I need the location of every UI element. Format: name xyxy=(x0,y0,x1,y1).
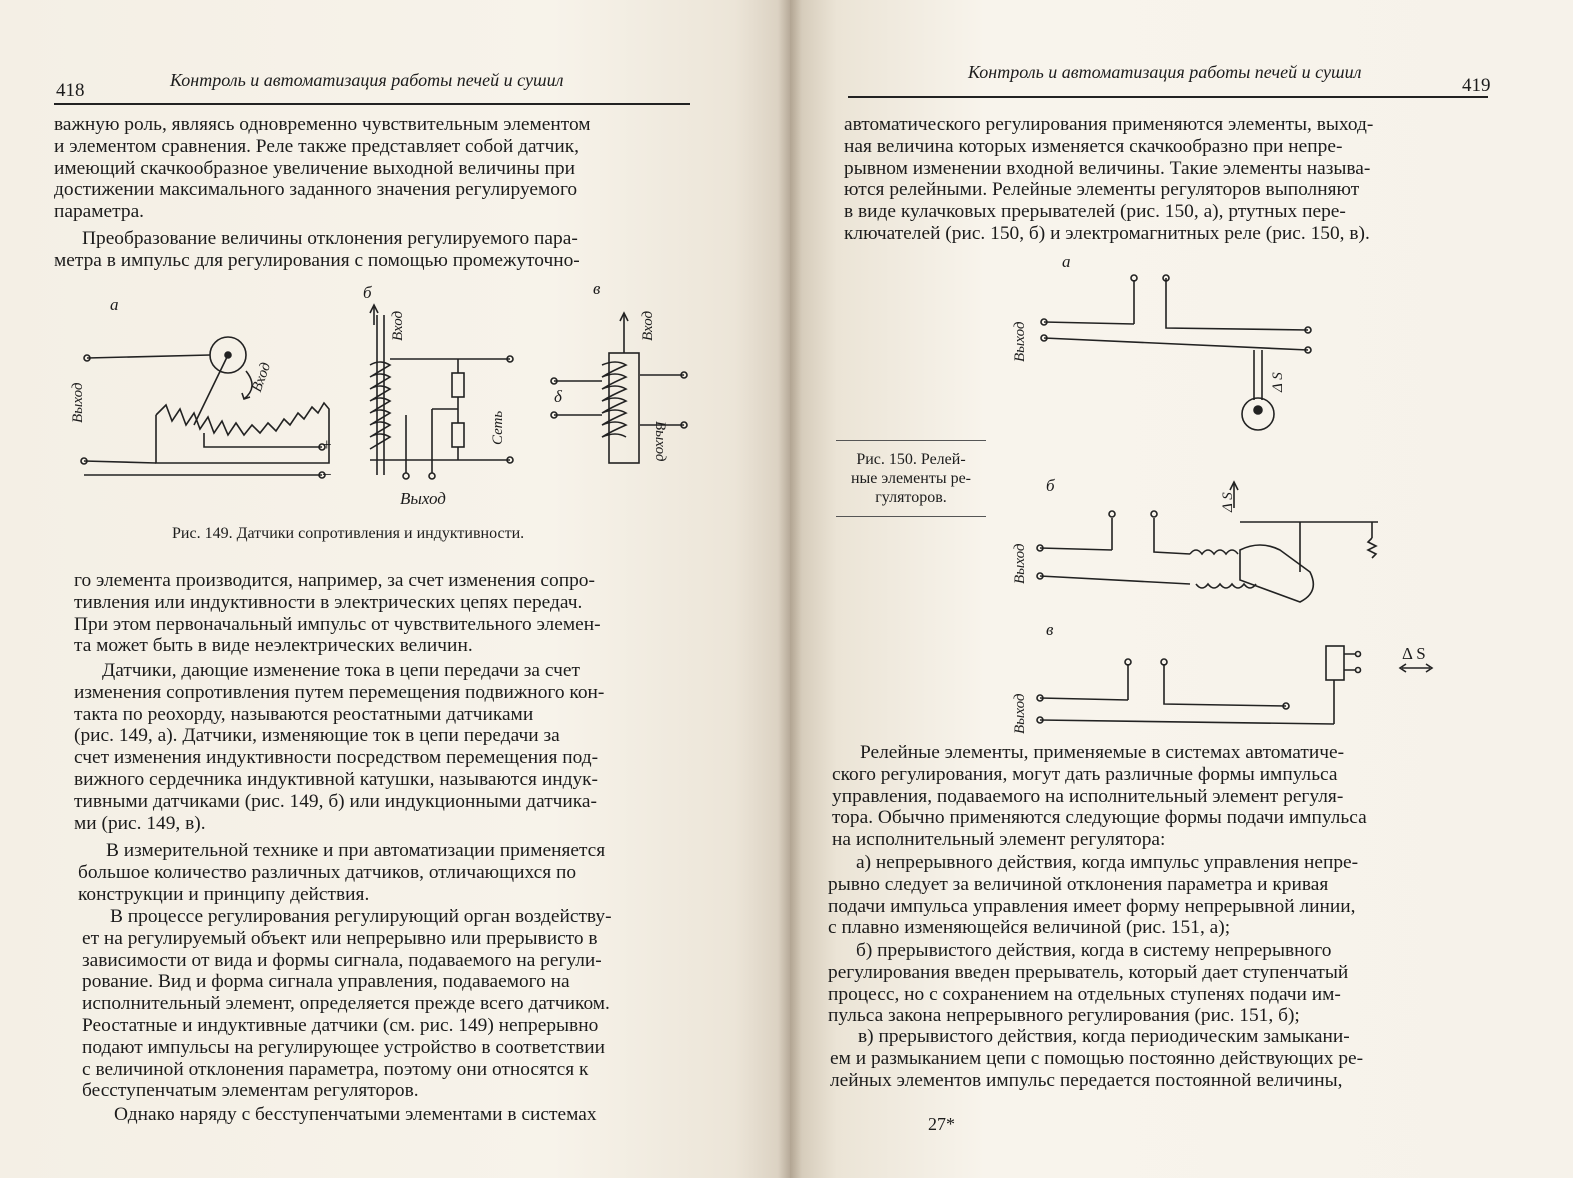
text-line: с величиной отклонения параметра, поэтому они относятся к xyxy=(82,1058,589,1080)
label-vykhod-b: Выход xyxy=(1012,543,1028,584)
text-line: вижного сердечника индуктивной катушки, называются индук- xyxy=(74,768,599,790)
label-delta: δ xyxy=(554,387,562,406)
text-line: ключателей (рис. 150, б) и электромагнитных реле (рис. 150, в). xyxy=(844,222,1370,244)
caption-top-rule xyxy=(836,440,986,441)
text-line: Реостатные и индуктивные датчики (см. рис. 149) непрерывно xyxy=(82,1014,599,1036)
text-line: рование. Вид и форма сигнала управления, подаваемого на xyxy=(82,971,570,993)
text-line: в виде кулачковых прерывателей (рис. 150, а), ртутных пере- xyxy=(844,201,1346,223)
label-vkhod-a: Вход xyxy=(248,360,275,395)
left-page-number: 418 xyxy=(56,80,85,101)
label-vykhod-a: Выход xyxy=(70,382,86,423)
book-gutter xyxy=(778,0,802,1178)
text-line: и элементом сравнения. Реле также представляет собой датчик, xyxy=(54,135,579,157)
label-vykhod-a: Выход xyxy=(1012,321,1028,362)
text-line: Датчики, дающие изменение тока в цепи передачи за счет xyxy=(102,660,580,681)
right-paragraph-top xyxy=(844,114,1488,245)
figure-150-caption xyxy=(836,440,986,517)
text-line: Однако наряду с бесступенчатыми элементами в системах xyxy=(114,1104,597,1125)
text-line: параметра. xyxy=(54,201,145,223)
text-line: рывном изменении входной величины. Такие элементы называ- xyxy=(844,157,1371,179)
text-line: подают импульсы на регулирующее устройство в соответствии xyxy=(82,1036,605,1058)
text-line: процесс, но с сохранением на отдельных ступенях подачи им- xyxy=(828,983,1341,1005)
left-paragraph-3 xyxy=(74,570,710,657)
label-vkhod-v: Вход xyxy=(640,310,656,341)
right-item-b xyxy=(828,940,1468,1027)
text-line: пульса закона непрерывного регулирования (рис. 151, б); xyxy=(828,1005,1300,1027)
caption-line: гуляторов. xyxy=(875,489,947,506)
label-minus: − xyxy=(322,465,332,484)
caption-line: Рис. 150. Релей- xyxy=(856,451,966,468)
right-running-head: Контроль и автоматизация работы печей и сушил xyxy=(968,62,1362,82)
text-line: бесступенчатым элементам регуляторов. xyxy=(82,1080,419,1102)
text-line: важную роль, являясь одновременно чувствительным элементом xyxy=(54,114,591,135)
left-paragraph-4 xyxy=(74,660,710,834)
text-line: на исполнительный элемент регулятора: xyxy=(832,829,1166,851)
cam-breaker-diagram xyxy=(1041,275,1311,430)
text-line: б) прерывистого действия, когда в систему непрерывного xyxy=(856,940,1332,961)
figure-label-a: а xyxy=(110,295,119,314)
label-delta-s-b: Δ S xyxy=(1220,492,1236,512)
text-line: такта по реохорду, называются реостатными датчиками xyxy=(74,703,534,725)
text-line: метра в импульс для регулирования с помощью промежуточно- xyxy=(54,249,580,271)
figure-149 xyxy=(54,275,714,555)
text-line: Релейные элементы, применяемые в системах автоматиче- xyxy=(860,742,1345,763)
right-item-a xyxy=(828,852,1468,939)
left-head-rule xyxy=(54,103,690,105)
text-line: тора. Обычно применяются следующие формы подачи импульса xyxy=(832,807,1367,829)
right-head-rule xyxy=(848,96,1488,98)
caption-bottom-rule xyxy=(836,516,986,517)
signature-mark: 27* xyxy=(928,1114,955,1134)
figure-label-b: б xyxy=(363,283,372,302)
text-line: В процессе регулирования регулирующий орган воздейству- xyxy=(110,906,612,927)
left-paragraph-5 xyxy=(78,840,718,905)
text-line: большое количество различных датчиков, отличающихся по xyxy=(78,861,577,883)
left-paragraph-7 xyxy=(86,1104,726,1126)
right-paragraph-2 xyxy=(832,742,1468,851)
text-line: ная величина которых изменяется скачкообразно при непре- xyxy=(844,135,1343,157)
right-page xyxy=(790,0,1573,1178)
figure-149-drawing xyxy=(54,275,714,555)
text-line: ем и размыканием цепи с помощью постоянно действующих ре- xyxy=(830,1047,1364,1069)
text-line: тивления или индуктивности в электрических цепях передач. xyxy=(74,591,583,613)
caption-line: ные элементы ре- xyxy=(850,470,972,487)
right-item-v xyxy=(830,1026,1470,1091)
text-line: Преобразование величины отклонения регулируемого пара- xyxy=(82,228,578,249)
figure-label-v: в xyxy=(1046,620,1054,639)
text-line: а) непрерывного действия, когда импульс управления непре- xyxy=(856,852,1359,873)
text-line: достижении максимального заданного значения регулируемого xyxy=(54,179,578,201)
text-line: автоматического регулирования применяются элементы, выход- xyxy=(844,114,1374,135)
text-line: (рис. 149, а). Датчики, изменяющие ток в цепи передачи за xyxy=(74,725,560,747)
figure-label-b: б xyxy=(1046,476,1055,495)
label-delta-s-v: Δ S xyxy=(1402,644,1426,663)
figure-label-v: в xyxy=(593,279,601,298)
figure-label-a: а xyxy=(1062,252,1071,271)
text-line: исполнительный элемент, определяется прежде всего датчиком. xyxy=(82,993,610,1015)
left-paragraph-6 xyxy=(82,906,722,1102)
text-line: В измерительной технике и при автоматизации применяется xyxy=(106,840,606,861)
text-line: та может быть в виде неэлектрических величин. xyxy=(74,635,473,657)
label-vykhod-v: Выход xyxy=(652,421,668,462)
text-line: ет на регулируемый объект или непрерывно или прерывисто в xyxy=(82,927,598,949)
text-line: имеющий скачкообразное увеличение выходной величины при xyxy=(54,157,575,179)
rheostat-sensor-diagram xyxy=(81,337,329,478)
text-line: го элемента производится, например, за счет изменения сопро- xyxy=(74,570,595,591)
text-line: подачи импульса управления имеет форму непрерывной линии, xyxy=(828,895,1356,917)
electromagnetic-relay-diagram xyxy=(1037,646,1432,724)
label-vykhod-v: Выход xyxy=(1012,693,1028,734)
text-line: рывно следует за величиной отклонения параметра и кривая xyxy=(828,873,1329,895)
left-paragraph-top xyxy=(54,114,696,223)
left-paragraph-2 xyxy=(54,228,696,272)
label-vkhod-b: Вход xyxy=(390,310,406,341)
text-line: При этом первоначальный импульс от чувствительного элемен- xyxy=(74,613,601,635)
text-line: лейных элементов импульс передается постоянной величины, xyxy=(830,1069,1343,1091)
text-line: изменения сопротивления путем перемещения подвижного кон- xyxy=(74,681,605,703)
text-line: тивными датчиками (рис. 149, б) или индукционными датчика- xyxy=(74,790,597,812)
text-line: счет изменения индуктивности посредством перемещения под- xyxy=(74,747,599,769)
label-vykhod-b: Выход xyxy=(400,489,446,508)
right-page-number: 419 xyxy=(1462,75,1491,96)
text-line: конструкции и принципу действия. xyxy=(78,883,370,905)
figure-150 xyxy=(830,250,1520,740)
text-line: с плавно изменяющейся величиной (рис. 151, а); xyxy=(828,917,1231,939)
mercury-switch-diagram xyxy=(1037,482,1378,602)
left-running-head: Контроль и автоматизация работы печей и сушил xyxy=(170,70,564,90)
text-line: ми (рис. 149, в). xyxy=(74,812,206,834)
text-line: ского регулирования, могут дать различные формы импульса xyxy=(832,763,1338,785)
text-line: зависимости от вида и формы сигнала, подаваемого на регули- xyxy=(82,949,602,971)
label-delta-s-a: Δ S xyxy=(1270,372,1286,392)
figure-149-caption: Рис. 149. Датчики сопротивления и индуктивности. xyxy=(172,525,525,542)
text-line: в) прерывистого действия, когда периодическим замыкани- xyxy=(858,1026,1350,1047)
label-set: Сеть xyxy=(490,410,506,445)
label-plus: + xyxy=(322,435,332,454)
text-line: ются релейными. Релейные элементы регуляторов выполняют xyxy=(844,179,1360,201)
text-line: управления, подаваемого на исполнительный элемент регуля- xyxy=(832,785,1344,807)
text-line: регулирования введен прерыватель, который дает ступенчатый xyxy=(828,961,1349,983)
